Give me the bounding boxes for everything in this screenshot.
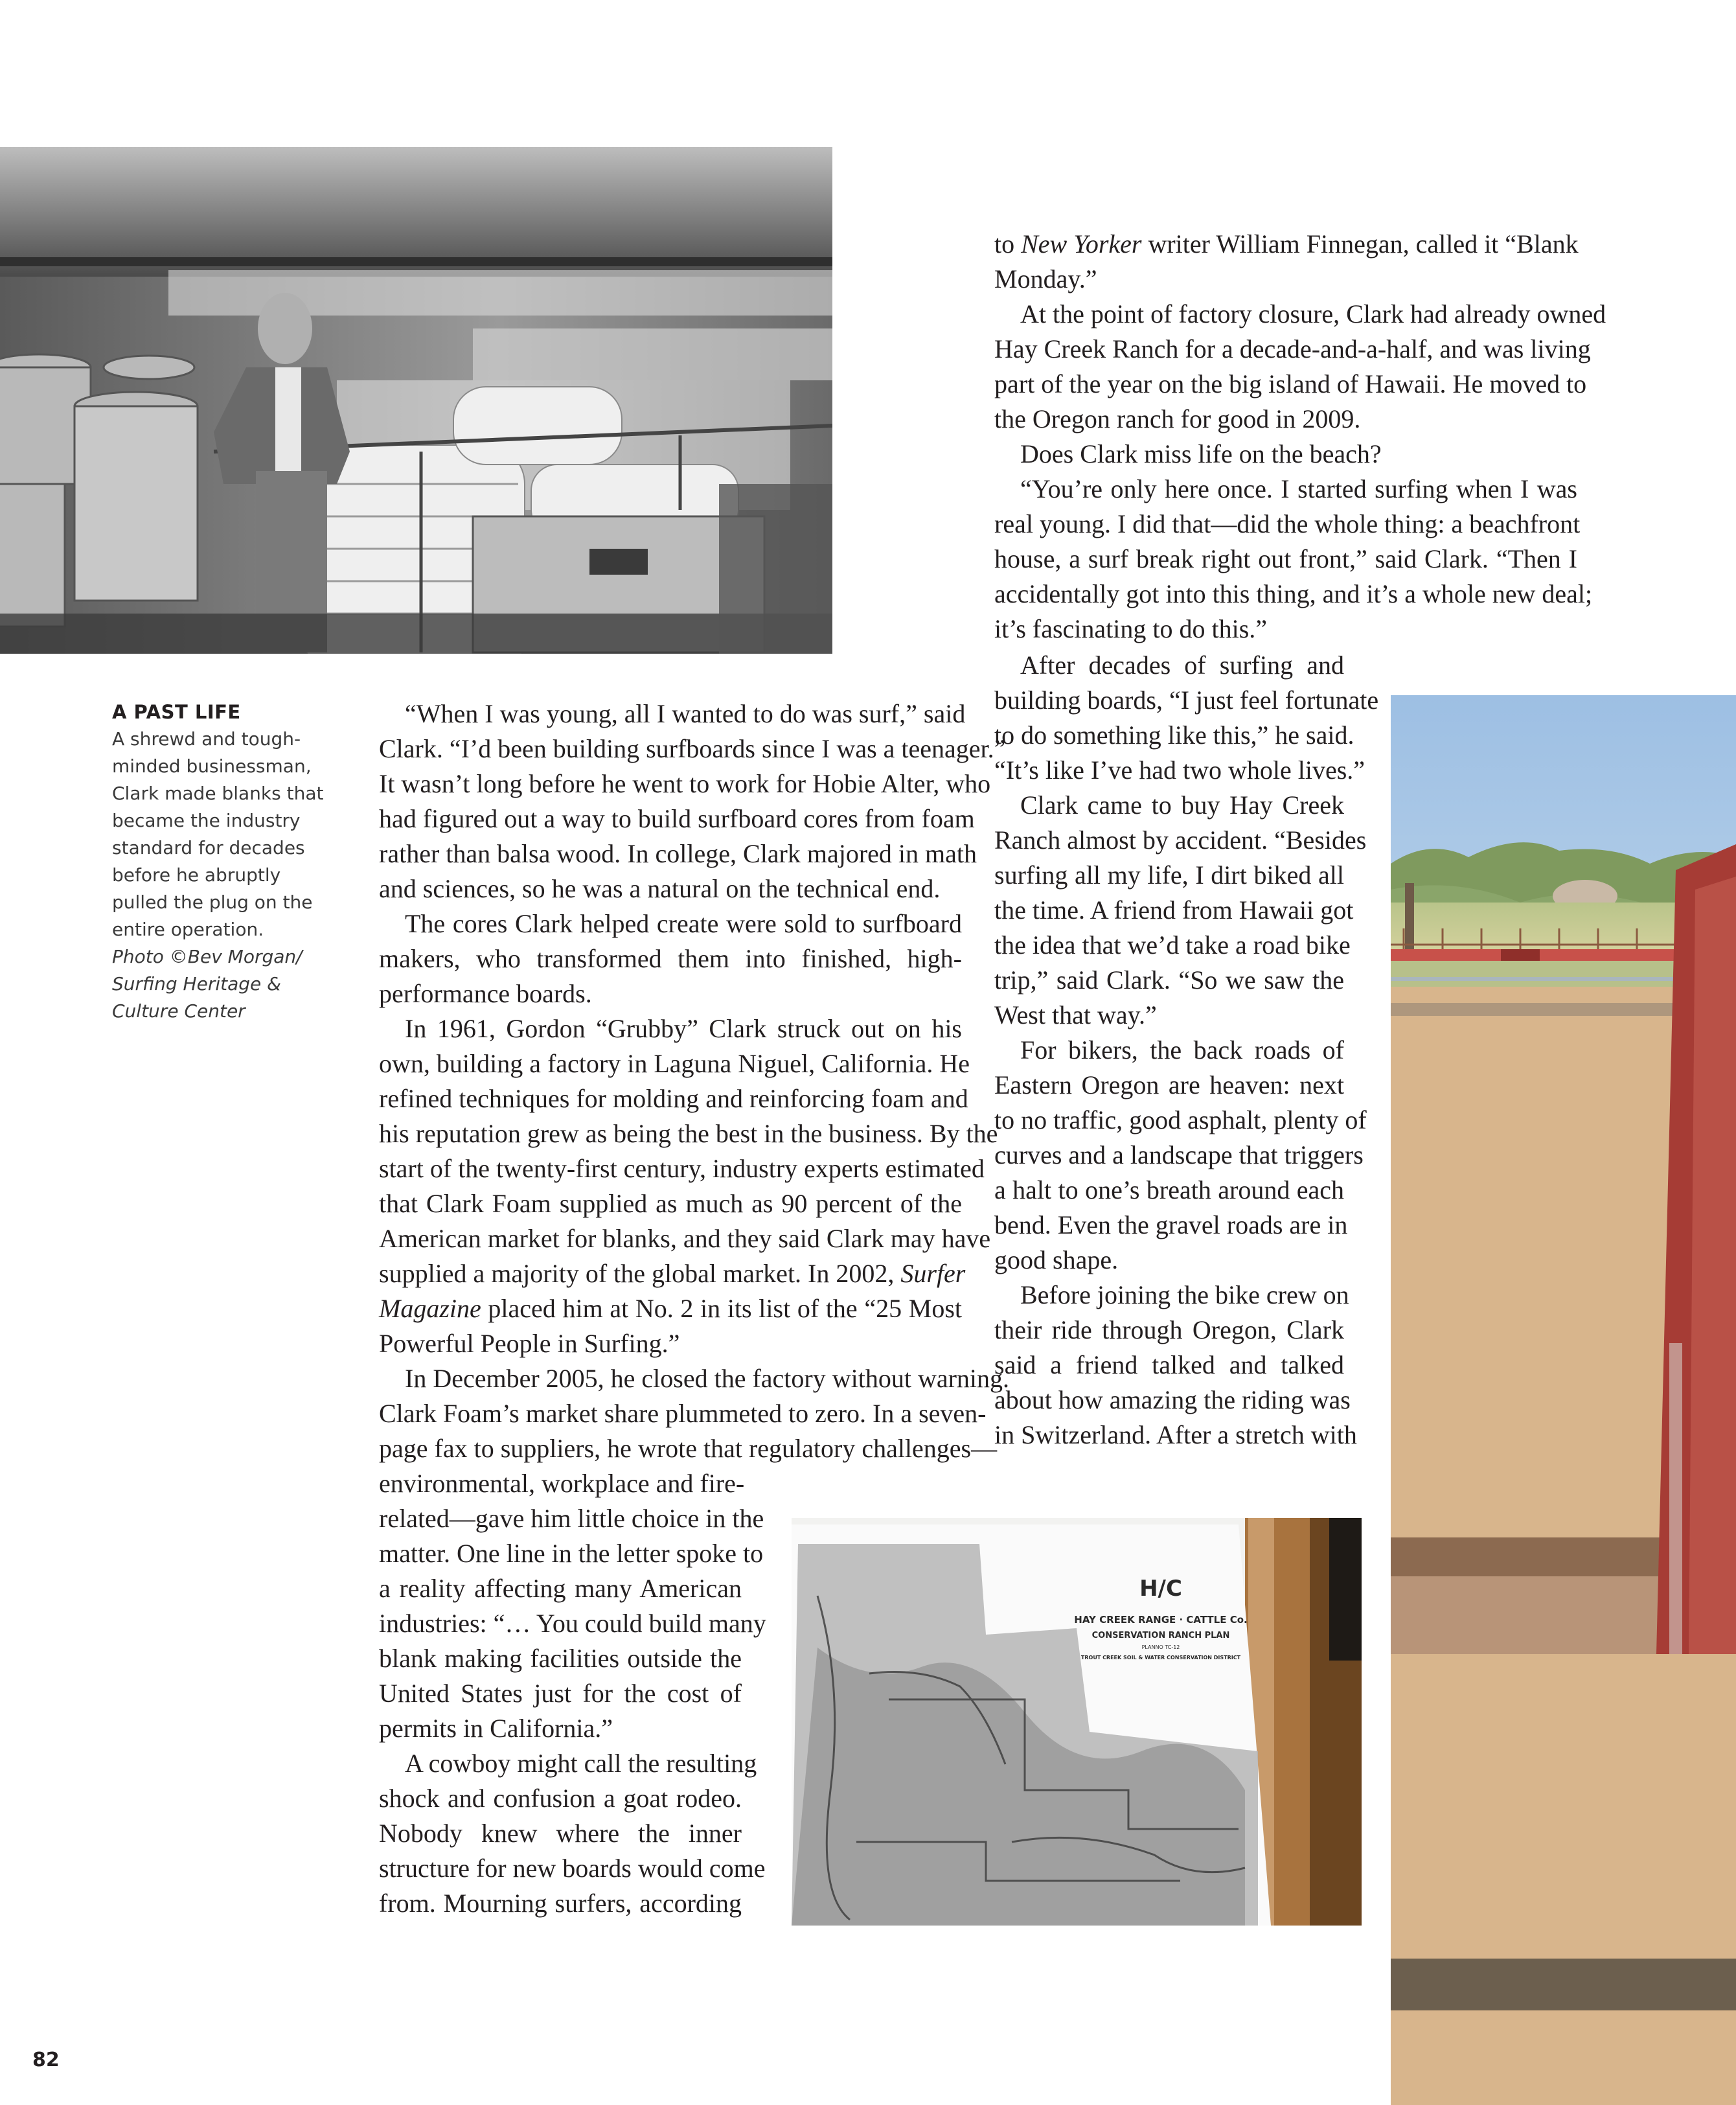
article-line: in Switzerland. After a stretch with xyxy=(994,1420,1357,1449)
caption-line: standard for decades xyxy=(112,837,305,858)
article-line: related—gave him little choice in the xyxy=(379,1504,764,1533)
article-line: good shape. xyxy=(994,1245,1119,1274)
article-line: rather than balsa wood. In college, Clark majored in math xyxy=(379,839,977,868)
article-line: the time. A friend from Hawaii got xyxy=(994,895,1354,925)
article-line: to no traffic, good asphalt, plenty of xyxy=(994,1105,1367,1134)
article-column-2-lower xyxy=(994,648,1379,1453)
article-line: start of the twenty-first century, industry experts estimated xyxy=(379,1154,985,1183)
article-line: The cores Clark helped create were sold to surfboard xyxy=(405,909,962,938)
article-line: his reputation grew as being the best in the business. By the xyxy=(379,1119,998,1148)
article-line: real young. I did that—did the whole thing: a beachfront xyxy=(994,509,1581,538)
caption-line: before he abruptly xyxy=(112,864,281,886)
article-line: said a friend talked and talked xyxy=(994,1350,1344,1379)
caption-line: became the industry xyxy=(112,810,301,831)
map-title-1: HAY CREEK RANGE · CATTLE Co. xyxy=(1074,1614,1248,1626)
map-title-2: CONSERVATION RANCH PLAN xyxy=(1091,1631,1230,1640)
article-line: from. Mourning surfers, according xyxy=(379,1889,742,1918)
article-line: It wasn’t long before he went to work for Hobie Alter, who xyxy=(379,769,991,798)
article-line: page fax to suppliers, he wrote that regulatory challenges— xyxy=(379,1434,998,1463)
italic-title: Magazine xyxy=(379,1294,481,1323)
article-line: accidentally got into this thing, and it’s a whole new deal; xyxy=(994,579,1593,608)
article-column-1-lower xyxy=(379,1466,766,1921)
article-line: Nobody knew where the inner xyxy=(379,1819,742,1848)
article-line: to do something like this,” he said. xyxy=(994,720,1354,750)
article-line: makers, who transformed them into finished, high- xyxy=(379,944,962,973)
factory-photo xyxy=(0,147,832,654)
article-line: surfing all my life, I dirt biked all xyxy=(994,860,1344,890)
article-line: house, a surf break right out front,” said Clark. “Then I xyxy=(994,544,1577,573)
caption-line: entire operation. xyxy=(112,919,264,940)
article-line: their ride through Oregon, Clark xyxy=(994,1315,1344,1344)
ranch-map-photo xyxy=(792,1518,1362,1926)
map-title-3: PLANNO TC-12 xyxy=(1141,1644,1180,1650)
article-line: shock and confusion a goat rodeo. xyxy=(379,1784,742,1813)
article-line: Powerful People in Surfing.” xyxy=(379,1329,680,1358)
article-line: a halt to one’s breath around each xyxy=(994,1175,1344,1204)
page-number: 82 xyxy=(32,2049,60,2071)
article-line: own, building a factory in Laguna Niguel, California. He xyxy=(379,1049,970,1078)
credit-line: Photo ©Bev Morgan/ xyxy=(112,946,303,967)
article-line: industries: “… You could build many xyxy=(379,1609,766,1638)
caption-title: A PAST LIFE xyxy=(112,701,241,723)
article-line: had figured out a way to build surfboard cores from foam xyxy=(379,804,975,833)
article-line: Magazine placed him at No. 2 in its list of the “25 Most xyxy=(379,1294,962,1323)
article-line: “When I was young, all I wanted to do was surf,” said xyxy=(405,699,966,728)
article-line: After decades of surfing and xyxy=(1020,650,1344,680)
article-line: “It’s like I’ve had two whole lives.” xyxy=(994,755,1365,785)
article-line: to New Yorker writer William Finnegan, called it “Blank xyxy=(994,229,1579,259)
article-line: it’s fascinating to do this.” xyxy=(994,614,1268,643)
italic-title: Surfer xyxy=(900,1259,966,1288)
article-column-2-upper xyxy=(994,227,1606,647)
article-line: At the point of factory closure, Clark had already owned xyxy=(1020,299,1606,328)
article-line: the idea that we’d take a road bike xyxy=(994,930,1351,960)
photo-credit xyxy=(112,943,326,1025)
credit-line: Culture Center xyxy=(112,1000,246,1022)
article-line: Hay Creek Ranch for a decade-and-a-half, and was living xyxy=(994,334,1591,363)
factory-photo-image xyxy=(0,147,832,654)
credit-line: Surfing Heritage & xyxy=(112,973,281,995)
article-line: refined techniques for molding and reinforcing foam and xyxy=(379,1084,968,1113)
map-title-4: TROUT CREEK SOIL & WATER CONSERVATION DISTRICT xyxy=(1080,1655,1241,1661)
map-logo: H/C xyxy=(1139,1576,1182,1602)
article-line: In 1961, Gordon “Grubby” Clark struck out on his xyxy=(405,1014,962,1043)
ranch-map-image xyxy=(792,1518,1362,1926)
article-line: blank making facilities outside the xyxy=(379,1644,742,1673)
article-line: American market for blanks, and they said Clark may have xyxy=(379,1224,991,1253)
article-line: structure for new boards would come xyxy=(379,1854,766,1883)
article-line: part of the year on the big island of Hawaii. He moved to xyxy=(994,369,1587,398)
article-line: United States just for the cost of xyxy=(379,1679,742,1708)
photo-caption xyxy=(112,698,326,1025)
article-line: Ranch almost by accident. “Besides xyxy=(994,825,1367,855)
caption-line: Clark made blanks that xyxy=(112,783,324,804)
article-line: curves and a landscape that triggers xyxy=(994,1140,1364,1169)
article-line: a reality affecting many American xyxy=(379,1574,742,1603)
ranch-landscape-image xyxy=(1391,695,1736,2105)
caption-line: minded businessman, xyxy=(112,755,312,777)
article-line: trip,” said Clark. “So we saw the xyxy=(994,965,1344,995)
article-line: permits in California.” xyxy=(379,1714,613,1743)
article-line: environmental, workplace and fire- xyxy=(379,1469,745,1498)
article-line: supplied a majority of the global market. In 2002, Surfer xyxy=(379,1259,966,1288)
article-line: and sciences, so he was a natural on the technical end. xyxy=(379,874,941,903)
article-line: In December 2005, he closed the factory without warning. xyxy=(405,1364,1010,1393)
article-line: Does Clark miss life on the beach? xyxy=(1020,439,1382,468)
article-line: building boards, “I just feel fortunate xyxy=(994,685,1379,715)
article-line: Before joining the bike crew on xyxy=(1020,1280,1349,1309)
article-line: Clark came to buy Hay Creek xyxy=(1020,790,1344,820)
caption-line: A shrewd and tough- xyxy=(112,728,301,750)
article-line: that Clark Foam supplied as much as 90 percent of the xyxy=(379,1189,962,1218)
article-line: performance boards. xyxy=(379,979,592,1008)
article-line: A cowboy might call the resulting xyxy=(405,1749,757,1778)
article-line: about how amazing the riding was xyxy=(994,1385,1351,1414)
article-line: For bikers, the back roads of xyxy=(1020,1035,1344,1064)
article-line: Eastern Oregon are heaven: next xyxy=(994,1070,1344,1099)
caption-line: pulled the plug on the xyxy=(112,891,313,913)
article-line: “You’re only here once. I started surfing when I was xyxy=(1020,474,1577,503)
article-line: the Oregon ranch for good in 2009. xyxy=(994,404,1361,433)
caption-body xyxy=(112,726,326,943)
italic-title: New Yorker xyxy=(1021,229,1142,259)
article-line: matter. One line in the letter spoke to xyxy=(379,1539,764,1568)
article-line: Clark. “I’d been building surfboards since I was a teenager.” xyxy=(379,734,1006,763)
article-line: West that way.” xyxy=(994,1000,1157,1029)
article-line: Monday.” xyxy=(994,264,1097,293)
article-column-1-upper xyxy=(379,696,1010,1466)
article-line: Clark Foam’s market share plummeted to zero. In a seven- xyxy=(379,1399,987,1428)
article-line: bend. Even the gravel roads are in xyxy=(994,1210,1348,1239)
ranch-landscape-photo xyxy=(1391,695,1736,2105)
